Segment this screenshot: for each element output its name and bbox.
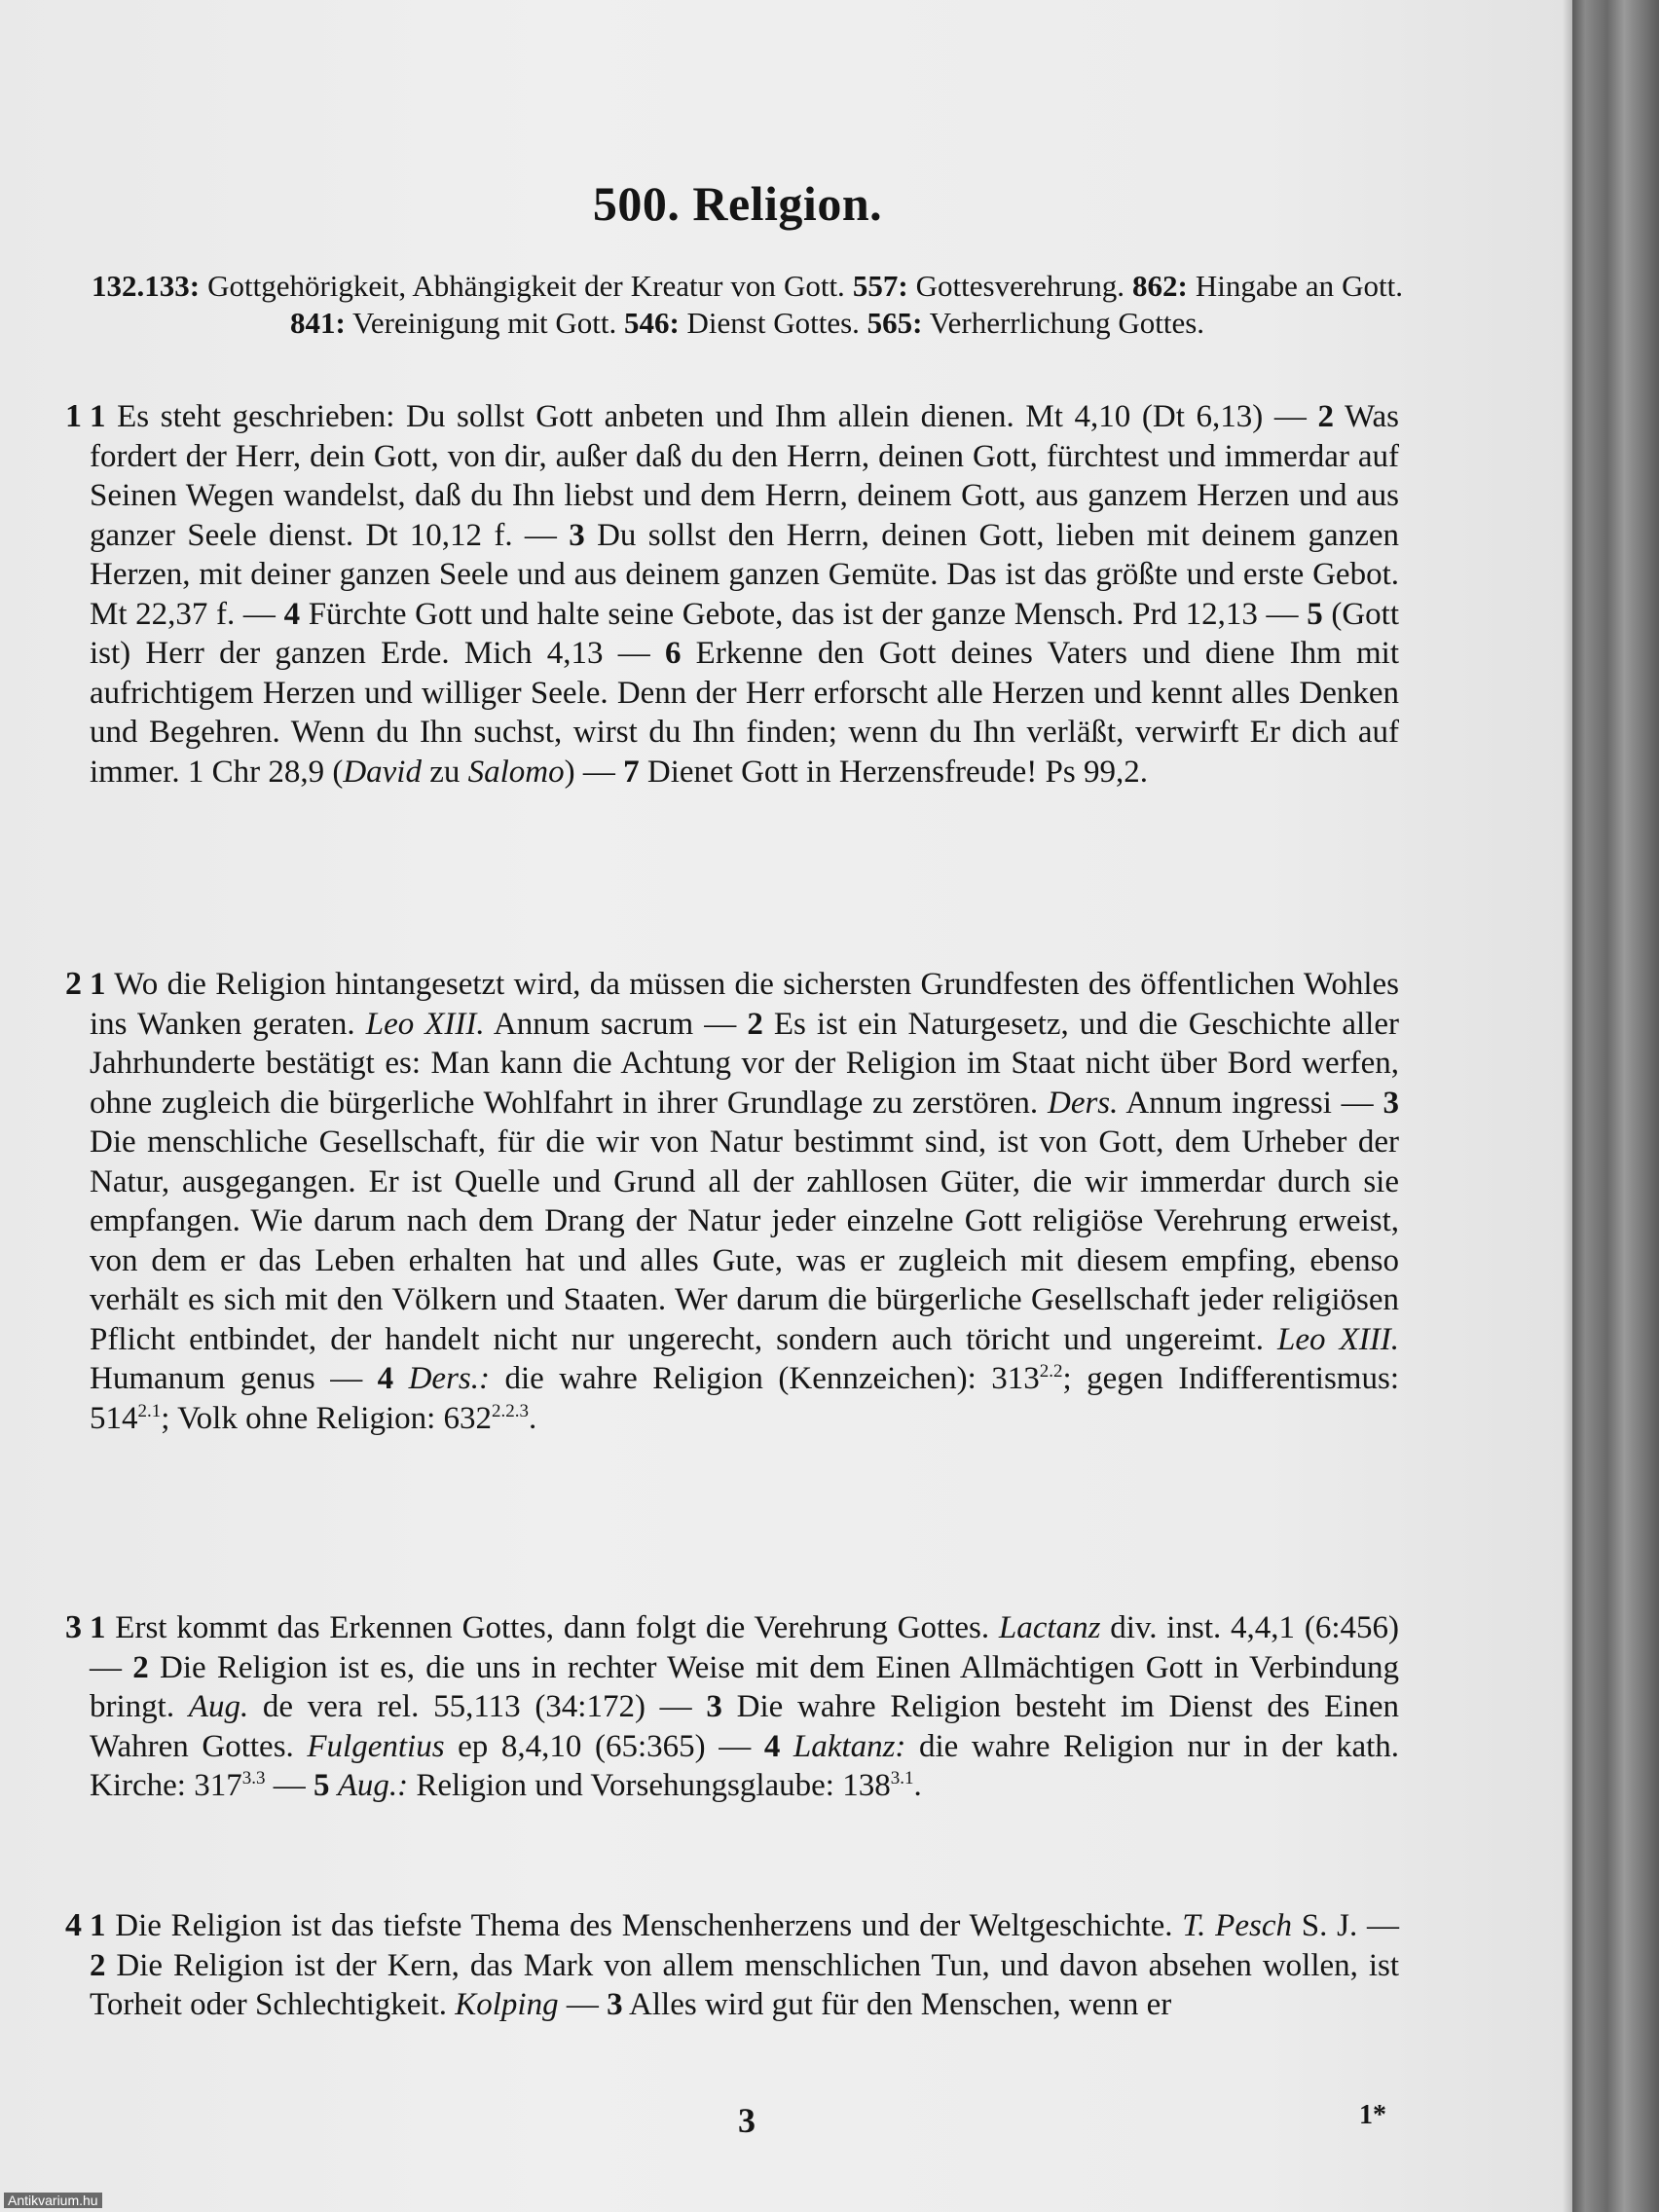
quote-text: Dienet Gott in Herzensfreude! Ps 99,2. <box>639 754 1148 790</box>
quote-text: Wo die Religion hintangesetzt wird, da müssen die sichersten Grundfesten des öffentlichen Wohles ins Wanken geraten. <box>90 967 1399 1042</box>
quote-text: ; gegen Indifferentismus: 514 <box>90 1361 1399 1436</box>
citation-author: Leo XIII. <box>1277 1321 1399 1357</box>
citation-author: Ders. <box>1047 1085 1119 1121</box>
quote-text: die wahre Religion (Kennzeichen): 313 <box>490 1361 1040 1396</box>
quote-text <box>393 1361 408 1396</box>
verse-number: 1 <box>90 1908 106 1943</box>
reference-superscript: 3.3 <box>241 1768 266 1788</box>
section-2 <box>65 965 1399 1438</box>
quote-text: Fürchte Gott und halte seine Gebote, das ist der ganze Mensch. Prd 12,13 — <box>300 596 1308 632</box>
verse-number: 7 <box>623 754 640 790</box>
quote-text: — <box>558 1987 608 2022</box>
reference-superscript: 2.2 <box>1039 1361 1063 1382</box>
citation-author: Laktanz: <box>793 1728 906 1764</box>
citation-author: David <box>343 754 422 790</box>
citation-author: Lactanz <box>998 1610 1101 1645</box>
quote-text: de vera rel. 55,113 (34:172) — <box>248 1689 707 1724</box>
quote-text: Die Religion ist es, die uns in rechter Weise mit dem Einen Allmächtigen Gott in Verbindung bringt. <box>90 1649 1400 1724</box>
quote-text: Religion und Vorsehungsglaube: 138 <box>408 1768 891 1803</box>
quote-text: div. inst. 4,4,1 (6:456) — <box>90 1610 1399 1685</box>
section-number: 2 <box>65 966 82 1002</box>
verse-number: 3 <box>569 517 585 553</box>
crossref-number: 841: <box>289 306 346 340</box>
crossref-text: Verherrlichung Gottes. <box>922 306 1205 340</box>
quote-text: Die Religion ist das tiefste Thema des Menschenherzens und der Weltgeschichte. <box>105 1908 1183 1943</box>
verse-number: 3 <box>1382 1085 1399 1121</box>
crossref-number: 546: <box>623 306 680 340</box>
verse-number: 1 <box>90 967 106 1002</box>
verse-number: 2 <box>90 1947 106 1983</box>
verse-number: 4 <box>377 1361 394 1396</box>
section-3 <box>65 1608 1400 1806</box>
section-number: 4 <box>65 1907 82 1943</box>
verse-number: 5 <box>1307 596 1323 632</box>
quote-text: Annum ingressi — <box>1118 1085 1383 1121</box>
crossref-number: 862: <box>1132 269 1188 303</box>
quote-text: Es steht geschrieben: Du sollst Gott anbeten und Ihm allein dienen. Mt 4,10 (Dt 6,13) — <box>105 399 1318 434</box>
quote-text: Die menschliche Gesellschaft, für die wir von Natur bestimmt sind, ist von Gott, dem Urheber der Natur, ausgegangen. Er ist Quelle und Grund all der zahllosen Güter, die wir immerdar durch sie empfangen. Wie darum nach dem Drang der Natur jeder einzelne Gott religiöse Verehrung erweist, von dem er das Leben erhalten hat und alles Gute, was er zugleich mit diesem empfing, ebenso verhält es sich mit den Völkern und Staaten. Wer darum die bürgerliche Gesellschaft jeder religiösen Pflicht entbindet, der handelt nicht nur ungerecht, sondern auch töricht und ungereimt. <box>90 1124 1399 1357</box>
crossref-text: Dienst Gottes. <box>679 306 867 340</box>
crossref-number: 557: <box>852 269 908 303</box>
crossref-text: Hingabe an Gott. <box>1187 269 1404 303</box>
quote-text: . <box>913 1768 922 1803</box>
quote-text: zu <box>421 754 468 790</box>
verse-number: 3 <box>607 1987 623 2022</box>
reference-superscript: 2.2.3 <box>492 1400 530 1421</box>
page-number: 3 <box>738 2101 756 2140</box>
quote-text <box>780 1729 793 1764</box>
cross-references <box>92 268 1403 342</box>
quote-text: Es ist ein Naturgesetz, und die Geschichte aller Jahrhunderte bestätigt es: Man kann die Achtung vor der Religion im Staat nicht über Bord werfen, ohne zugleich die bürgerliche Wohlfahrt in ihrer Grundlage zu zerstören. <box>90 1006 1399 1121</box>
verse-number: 1 <box>90 1610 106 1645</box>
quote-text: Du sollst den Herrn, deinen Gott, lieben mit deinem ganzen Herzen, mit deiner ganzen Seele und aus deinem ganzen Gemüte. Das ist das größte und erste Gebot. Mt 22,37 f. — <box>90 517 1399 632</box>
crossref-text: Vereinigung mit Gott. <box>345 306 624 340</box>
quote-text: (Gott ist) Herr der ganzen Erde. Mich 4,13 — <box>90 596 1399 671</box>
quote-text: Erkenne den Gott deines Vaters und diene Ihm mit aufrichtigem Herzen und williger Seele. Denn der Herr erforscht alle Herzen und kennt alles Denken und Begehren. Wenn du Ihn suchst, wirst du Ihn finden; wenn du Ihn verläßt, verwirft Er dich auf immer. 1 Chr 28,9 ( <box>90 636 1399 790</box>
quote-text: . <box>529 1400 537 1436</box>
citation-author: Salomo <box>467 754 565 790</box>
quote-text: Was fordert der Herr, dein Gott, von dir, außer daß du den Herrn, deinen Gott, fürchtest und immerdar auf Seinen Wegen wandelst, daß du Ihn liebst und dem Herrn, deinem Gott, aus ganzem Herzen und aus ganzer Seele dienst. Dt 10,12 f. — <box>90 399 1399 553</box>
quote-text: Annum sacrum — <box>484 1006 748 1042</box>
citation-author: Aug.: <box>337 1768 409 1803</box>
section-1 <box>65 397 1399 792</box>
citation-author: Fulgentius <box>307 1728 445 1764</box>
verse-number: 4 <box>763 1728 781 1764</box>
quote-text: Die Religion ist der Kern, das Mark von allem menschlichen Tun, und davon absehen wollen, ist Torheit oder Schlechtigkeit. <box>90 1947 1399 2022</box>
page-title: 500. Religion. <box>592 176 883 231</box>
crossref-number: 565: <box>866 306 923 340</box>
citation-author: Leo XIII. <box>365 1006 485 1042</box>
crossref-text: Gottgehörigkeit, Abhängigkeit der Kreatur von Gott. <box>200 269 853 303</box>
quote-text <box>329 1768 337 1803</box>
quote-text: — <box>265 1768 313 1803</box>
verse-number: 2 <box>132 1649 149 1685</box>
section-4 <box>65 1906 1399 2025</box>
verse-number: 1 <box>90 399 106 434</box>
verse-number: 2 <box>747 1006 763 1042</box>
citation-author: T. Pesch <box>1182 1908 1292 1943</box>
reference-superscript: 3.1 <box>890 1768 914 1788</box>
section-number: 3 <box>65 1609 82 1645</box>
citation-author: Kolping <box>455 1987 559 2022</box>
verse-number: 4 <box>283 596 301 632</box>
verse-number: 2 <box>1317 399 1334 434</box>
quote-text: Erst kommt das Erkennen Gottes, dann folgt die Verehrung Gottes. <box>105 1610 999 1645</box>
quote-text: S. J. — <box>1291 1908 1399 1943</box>
verse-number: 3 <box>706 1689 722 1724</box>
quote-text: die wahre Religion nur in der kath. Kirche: 317 <box>90 1728 1400 1803</box>
quote-text: Die wahre Religion besteht im Dienst des Einen Wahren Gottes. <box>90 1689 1399 1764</box>
quote-text: ep 8,4,10 (65:365) — <box>444 1728 764 1764</box>
quote-text: Humanum genus — <box>90 1361 378 1396</box>
book-spine <box>1572 0 1659 2212</box>
quote-text: ) — <box>564 754 624 790</box>
crossref-text: Gottesverehrung. <box>907 269 1133 303</box>
citation-author: Ders.: <box>408 1361 490 1396</box>
watermark: Antikvarium.hu <box>4 2193 102 2208</box>
signature-mark: 1* <box>1359 2100 1386 2130</box>
verse-number: 5 <box>313 1768 330 1803</box>
section-number: 1 <box>65 398 82 434</box>
quote-text: Alles wird gut für den Menschen, wenn er <box>622 1987 1172 2022</box>
crossref-number: 132.133: <box>92 269 201 303</box>
reference-superscript: 2.1 <box>137 1400 162 1421</box>
quote-text: ; Volk ohne Religion: 632 <box>161 1400 493 1436</box>
citation-author: Aug. <box>188 1689 249 1724</box>
verse-number: 6 <box>664 636 682 671</box>
